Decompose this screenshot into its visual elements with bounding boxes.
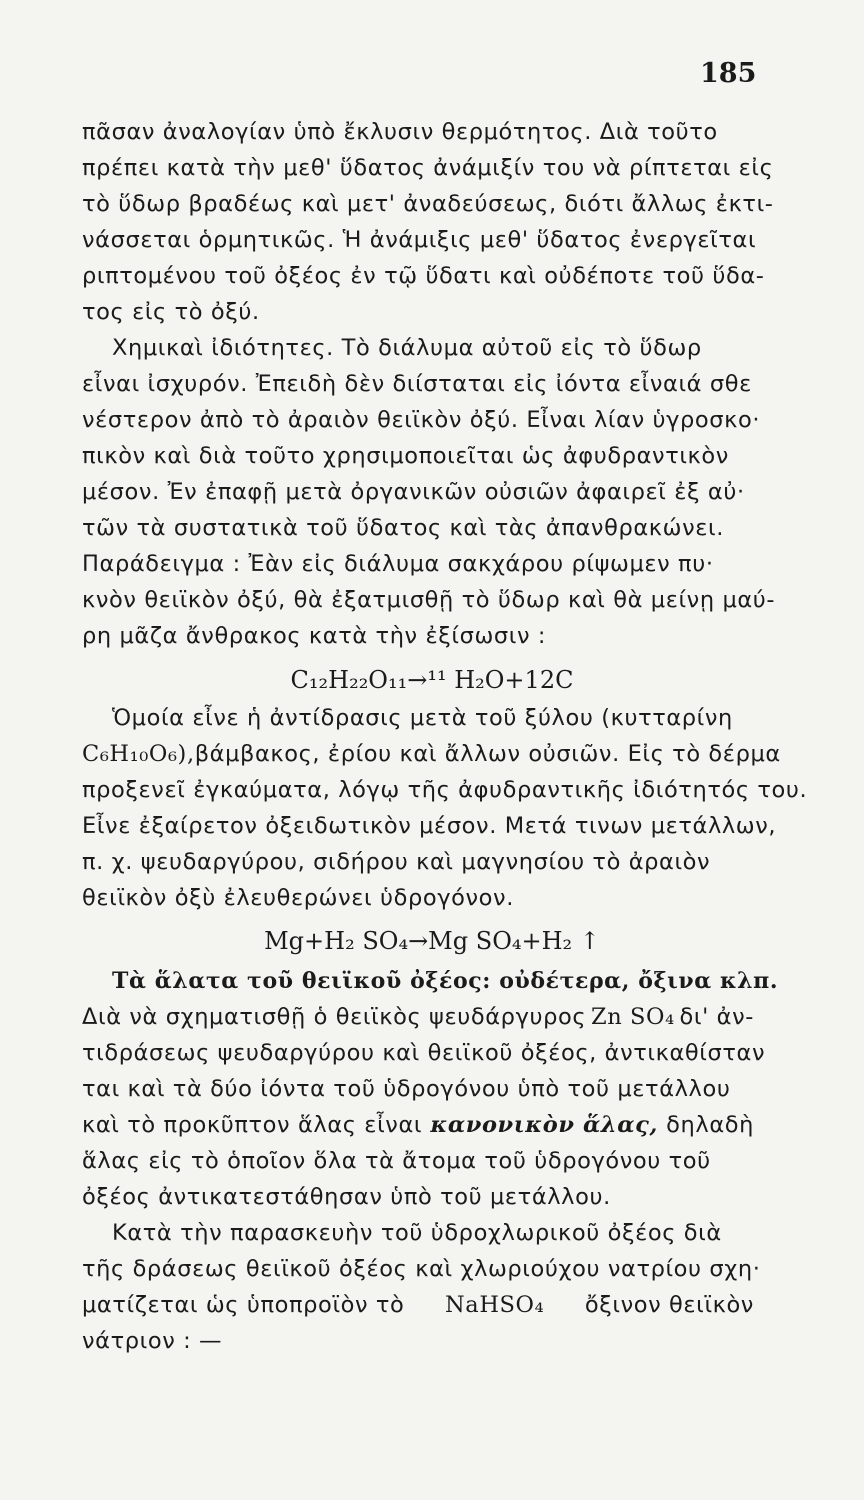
text-line: τιδράσεως ψευδαργύρου καὶ θειϊκοῦ ὀξέος, ἀντικαθίσταν (82, 1040, 766, 1066)
text-segment: καὶ τὸ προκῦπτον ἅλας εἶναι (82, 1112, 423, 1138)
text-line: τὸ ὕδωρ βραδέως καὶ μετ' ἀναδεύσεως, διότι ἄλλως ἐκτι- (82, 191, 774, 217)
text-line: πᾶσαν ἀναλογίαν ὑπὸ ἔκλυσιν θερμότητος. Διὰ τοῦτο (82, 119, 718, 145)
text-line: ριπτομένου τοῦ ὀξέος ἐν τῷ ὕδατι καὶ οὐδέποτε τοῦ ὕδα- (82, 263, 765, 289)
emphasis-term: κανονικὸν ἅλας, (430, 1112, 658, 1138)
text-line: νέστερον ἀπὸ τὸ ἀραιὸν θειϊκὸν ὀξύ. Εἶναι λίαν ὑγροσκο· (82, 407, 761, 433)
formula-sodium-bisulfate: NaHSO₄ (445, 1292, 545, 1318)
formula-zinc-sulfate: Zn SO₄ (590, 1004, 675, 1030)
section-heading: Τὰ ἅλατα τοῦ θειϊκοῦ ὀξέος: οὐδέτερα, ὄξινα κλπ. (112, 968, 779, 994)
text-segment: Διὰ νὰ σχηματισθῇ ὁ θειϊκὸς ψευδάργυρος (82, 1004, 587, 1030)
text-line: ρη μᾶζα ἄνθρακος κατὰ τὴν ἐξίσωσιν : (82, 623, 547, 649)
text-line: θειϊκὸν ὀξὺ ἐλευθερώνει ὑδρογόνον. (82, 885, 514, 911)
formula-sugar: C₁₂H₂₂O₁₁→¹¹ H₂O+12C (290, 666, 574, 694)
text-line: νάσσεται ὁρμητικῶς. Ἡ ἀνάμιξις μεθ' ὕδατος ἐνεργεῖται (82, 227, 757, 253)
text-line (82, 1290, 754, 1320)
text-line: προξενεῖ ἐγκαύματα, λόγῳ τῆς ἀφυδραντικῆς ἰδιότητός του. (82, 777, 808, 803)
text-line: Ὁμοία εἶνε ἡ ἀντίδρασις μετὰ τοῦ ξύλου (κυτταρίνη (112, 705, 733, 731)
text-line: τῆς δράσεως θειϊκοῦ ὀξέος καὶ χλωριούχου νατρίου σχη· (82, 1256, 761, 1282)
text-line: ται καὶ τὰ δύο ἰόντα τοῦ ὑδρογόνου ὑπὸ τοῦ μετάλλου (82, 1076, 731, 1102)
text-line: π. χ. ψευδαργύρου, σιδήρου καὶ μαγνησίου τὸ ἀραιὸν (82, 849, 711, 875)
text-line: νάτριον : — (82, 1328, 223, 1354)
text-line: Εἶνε ἐξαίρετον ὀξειδωτικὸν μέσον. Μετά τινων μετάλλων, (82, 813, 777, 839)
text-segment: δι' ἀν- (679, 1004, 754, 1030)
text-line: τος εἰς τὸ ὀξύ. (82, 299, 260, 325)
text-line (82, 1002, 754, 1032)
text-line: μέσον. Ἐν ἐπαφῇ μετὰ ὀργανικῶν οὐσιῶν ἀφαιρεῖ ἐξ αὐ· (82, 479, 745, 505)
text-line: ὀξέος ἀντικατεστάθησαν ὑπὸ τοῦ μετάλλου. (82, 1184, 611, 1210)
formula-metal-reaction: Mg+H₂ SO₄→Mg SO₄+H₂ ↑ (264, 927, 600, 955)
text-segment: δηλαδὴ (666, 1112, 754, 1138)
text-line (82, 1110, 754, 1140)
text-line: πρέπει κατὰ τὴν μεθ' ὕδατος ἀνάμιξίν του νὰ ρίπτεται εἰς (82, 155, 774, 181)
text-line: Παράδειγμα : Ἐὰν εἰς διάλυμα σακχάρου ρίψωμεν πυ· (82, 551, 714, 577)
text-line: Κατὰ τὴν παρασκευὴν τοῦ ὑδροχλωρικοῦ ὀξέος διὰ (112, 1220, 722, 1246)
text-line: ἅλας εἰς τὸ ὁποῖον ὅλα τὰ ἄτομα τοῦ ὑδρογόνου τοῦ (82, 1148, 711, 1174)
text-line: πικὸν καὶ διὰ τοῦτο χρησιμοποιεῖται ὡς ἀφυδραντικὸν (82, 443, 729, 469)
page-number: 185 (700, 58, 757, 89)
text-line (82, 739, 781, 769)
text-segment: ὄξινον θειϊκὸν (584, 1292, 754, 1318)
text-line: τῶν τὰ συστατικὰ τοῦ ὕδατος καὶ τὰς ἀπανθρακώνει. (82, 515, 724, 541)
text-segment: ματίζεται ὡς ὑποπροϊὸν τὸ (82, 1292, 405, 1318)
text-segment: βάμβακος, ἐρίου καὶ ἄλλων οὐσιῶν. Εἰς τὸ δέρμα (194, 741, 781, 767)
text-line: εἶναι ἰσχυρόν. Ἐπειδὴ δὲν διίσταται εἰς ἰόντα εἶναιά σθε (82, 371, 752, 397)
text-line: Χημικαὶ ἰδιότητες. Τὸ διάλυμα αὐτοῦ εἰς τὸ ὕδωρ (112, 335, 702, 361)
text-line: κνὸν θειϊκὸν ὀξύ, θὰ ἐξατμισθῇ τὸ ὕδωρ καὶ θὰ μείνῃ μαύ- (82, 587, 776, 613)
formula-cellulose: C₆H₁₀O₆), (82, 741, 195, 767)
